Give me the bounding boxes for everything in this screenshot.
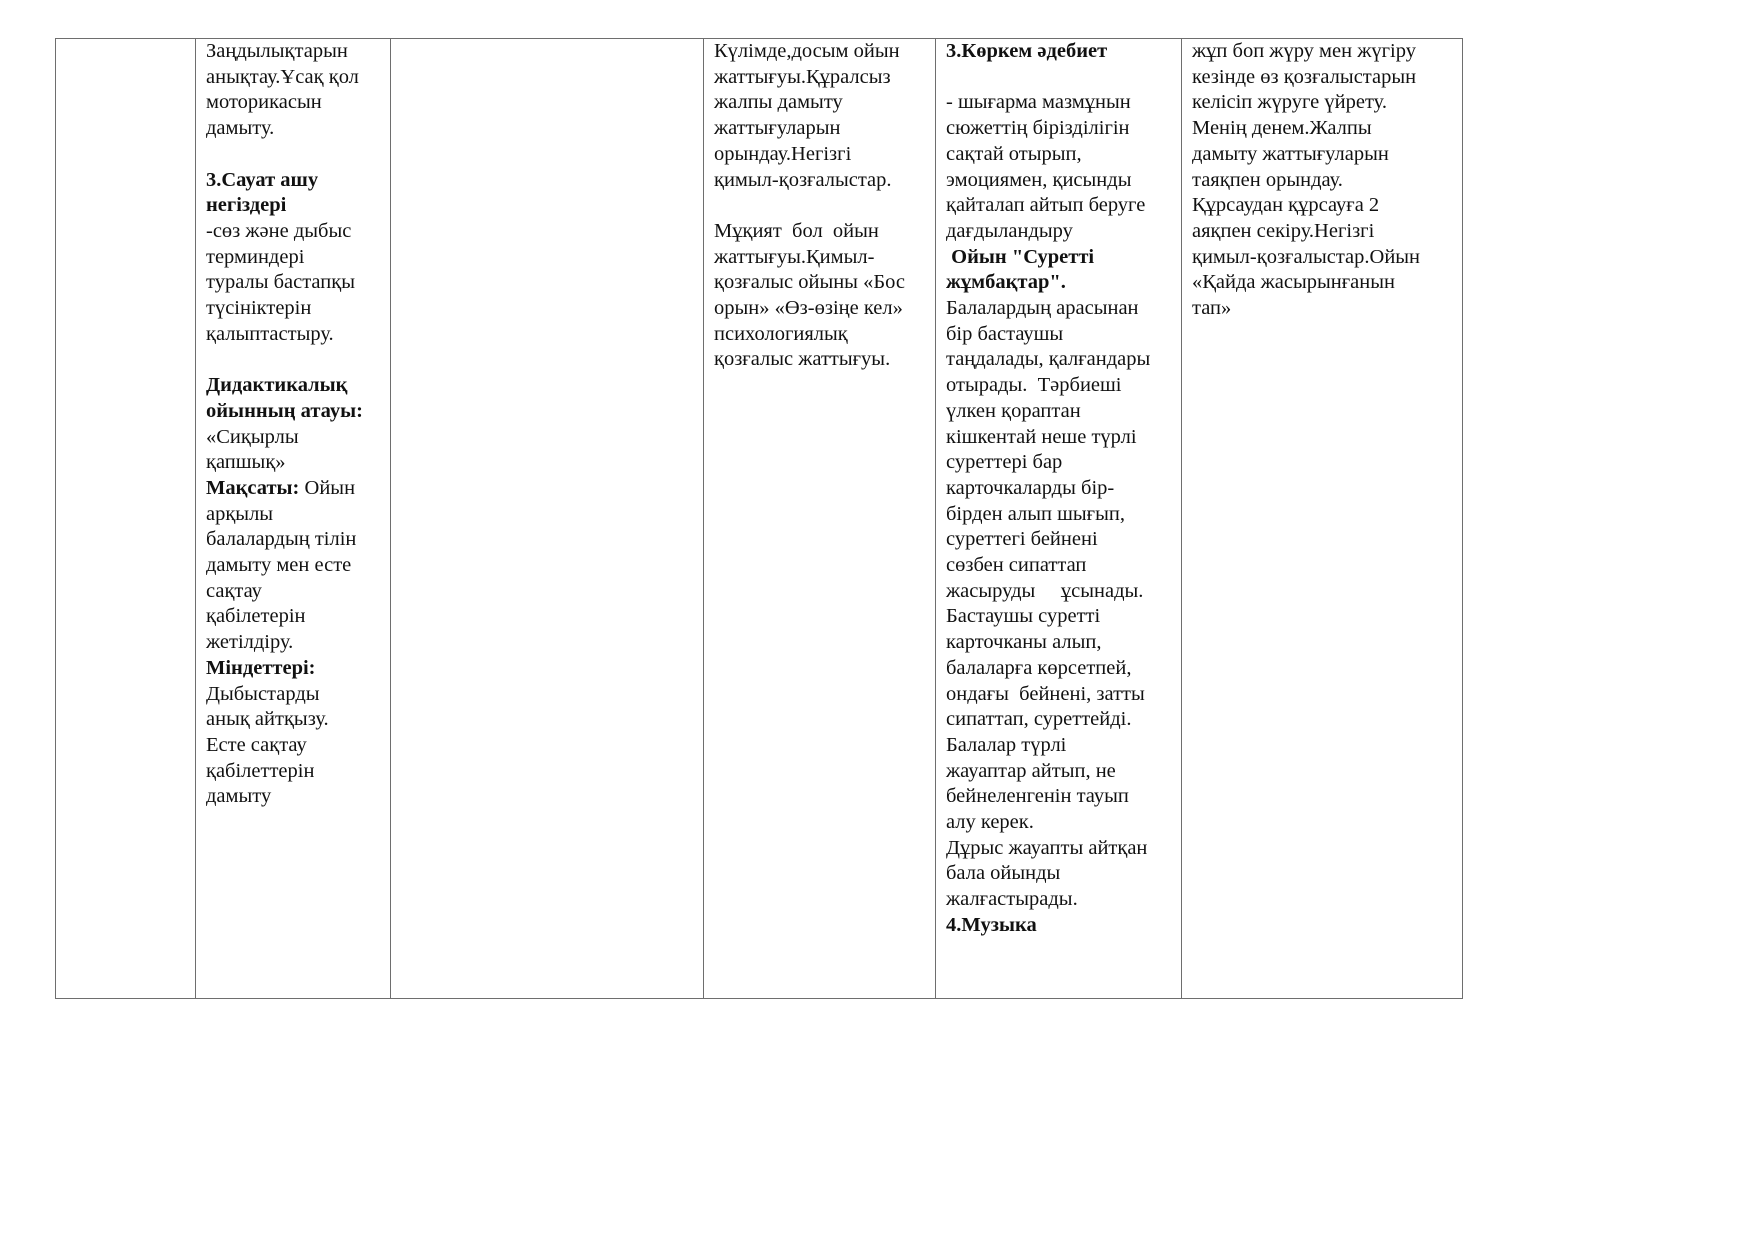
text-line: дамыту. (206, 117, 275, 140)
text-line: балаларға көрсетпей, (946, 656, 1132, 679)
text-line: жасыруды ұсынады. (946, 579, 1144, 602)
cell-col4 (704, 39, 936, 999)
text-line: Дыбыстарды (206, 682, 320, 705)
text-line: жаттығуы.Қимыл- (714, 245, 875, 268)
cell-col1 (56, 39, 196, 999)
text-line: эмоциямен, қисынды (946, 168, 1132, 191)
lesson-plan-table (55, 38, 1463, 999)
text-line: -сөз және дыбыс (206, 219, 352, 242)
text-line: сюжеттің бірізділігін (946, 117, 1130, 140)
text-line: Құрсаудан құрсауға 2 (1192, 194, 1380, 217)
text-line: кезінде өз қозғалыстарын (1192, 65, 1417, 88)
text-line: суреттегі бейнені (946, 528, 1098, 551)
text-line: жалпы дамыту (714, 91, 843, 114)
text-line: бейнеленгенін тауып (946, 785, 1129, 808)
text-line: бала ойынды (946, 862, 1061, 885)
section-heading: 4.Музыка (946, 913, 1037, 936)
section-heading: 3.Көркем әдебиет (946, 40, 1108, 62)
text-line: бірден алып шығып, (946, 502, 1125, 525)
text-line: жалғастырады. (946, 888, 1078, 911)
text-line: алу керек. (946, 811, 1034, 834)
text-line: Балалардың арасынан (946, 297, 1139, 320)
text-line: - шығарма мазмұнын (946, 91, 1131, 114)
text-line: жаттығуы.Құралсыз (714, 65, 891, 88)
game-title: Ойын "Суретті (946, 245, 1095, 268)
text-line: балалардың тілін (206, 528, 357, 551)
goal-text: Ойын (299, 476, 356, 499)
text-line: Заңдылықтарын (206, 40, 348, 62)
text-line: қалыптастыру. (206, 322, 334, 345)
cell-col3 (391, 39, 704, 999)
text-line: «Қайда жасырынғанын (1192, 271, 1395, 294)
text-line: Бастаушы суретті (946, 605, 1101, 628)
text-line: қабілетерін (206, 605, 306, 628)
section-heading: негіздері (206, 194, 287, 217)
section-heading: 3.Сауат ашу (206, 168, 319, 191)
text-line: Менің денем.Жалпы (1192, 117, 1372, 140)
text-line: дағдыландыру (946, 219, 1073, 242)
text-line: жұп боп жүру мен жүгіру (1192, 40, 1416, 62)
text-line: жауаптар айтып, не (946, 759, 1116, 782)
text-line: дамыту (206, 785, 272, 808)
text-line: кішкентай неше түрлі (946, 425, 1137, 448)
text-line: қимыл-қозғалыстар.Ойын (1192, 245, 1421, 268)
cell-col6 (1182, 39, 1463, 999)
text-line: дамыту мен есте (206, 554, 352, 577)
text-line: орындау.Негізгі (714, 142, 852, 165)
text-line: психологиялық (714, 322, 848, 345)
text-line: туралы бастапқы (206, 271, 355, 294)
text-line: анықтау.Ұсақ қол (206, 65, 359, 88)
text-line: орын» «Өз-өзіңе кел» (714, 297, 903, 320)
text-line: қимыл-қозғалыстар. (714, 168, 892, 191)
text-line: тап» (1192, 297, 1232, 320)
text-line: үлкен қораптан (946, 399, 1081, 422)
text-line: сақтай отырып, (946, 142, 1082, 165)
goal-line (206, 476, 384, 502)
text-line: таяқпен орындау. (1192, 168, 1343, 191)
tasks-label: Міндеттері: (206, 656, 316, 679)
text-line: қозғалыс жаттығуы. (714, 348, 891, 371)
paragraph-gap (946, 65, 1175, 91)
cell-col2 (196, 39, 391, 999)
text-line: арқылы (206, 502, 274, 525)
paragraph-gap (206, 347, 384, 373)
text-line: жаттығуларын (714, 117, 841, 140)
text-line: Есте сақтау (206, 733, 307, 756)
text-line: моторикасын (206, 91, 322, 114)
text-line: түсініктерін (206, 297, 312, 320)
text-line: сипаттап, суреттейді. (946, 708, 1132, 731)
text-line: Күлімде,досым ойын (714, 40, 900, 62)
text-line: терминдері (206, 245, 305, 268)
game-title: жұмбақтар". (946, 271, 1066, 294)
game-title-label: ойынның атауы: (206, 399, 363, 422)
cell-col5 (936, 39, 1182, 999)
text-line: дамыту жаттығуларын (1192, 142, 1389, 165)
game-title-label: Дидактикалық (206, 374, 348, 397)
text-line: отырады. Тәрбиеші (946, 374, 1122, 397)
paragraph-gap (206, 142, 384, 168)
text-line: Балалар түрлі (946, 733, 1067, 756)
text-line: карточканы алып, (946, 631, 1102, 654)
text-line: Дұрыс жауапты айтқан (946, 836, 1148, 859)
text-line: қайталап айтып беруге (946, 194, 1146, 217)
paragraph-gap (714, 193, 929, 219)
text-line: бір бастаушы (946, 322, 1064, 345)
text-line: Мұқият бол ойын (714, 219, 879, 242)
table-row (56, 39, 1463, 999)
text-line: келісіп жүруге үйрету. (1192, 91, 1387, 114)
text-line: ондағы бейнені, затты (946, 682, 1145, 705)
text-line: анық айтқызу. (206, 708, 329, 731)
game-title: «Сиқырлы (206, 425, 299, 448)
text-line: карточкаларды бір- (946, 476, 1115, 499)
text-line: жетілдіру. (206, 631, 294, 654)
text-line: таңдалады, қалғандары (946, 348, 1151, 371)
text-line: суреттері бар (946, 451, 1063, 474)
text-line: сақтау (206, 579, 262, 602)
text-line: қозғалыс ойыны «Бос (714, 271, 905, 294)
text-line: қабілеттерін (206, 759, 315, 782)
goal-label: Мақсаты: (206, 476, 300, 499)
text-line: сөзбен сипаттап (946, 554, 1087, 577)
game-title: қапшық» (206, 451, 286, 474)
text-line: аяқпен секіру.Негізгі (1192, 219, 1375, 242)
